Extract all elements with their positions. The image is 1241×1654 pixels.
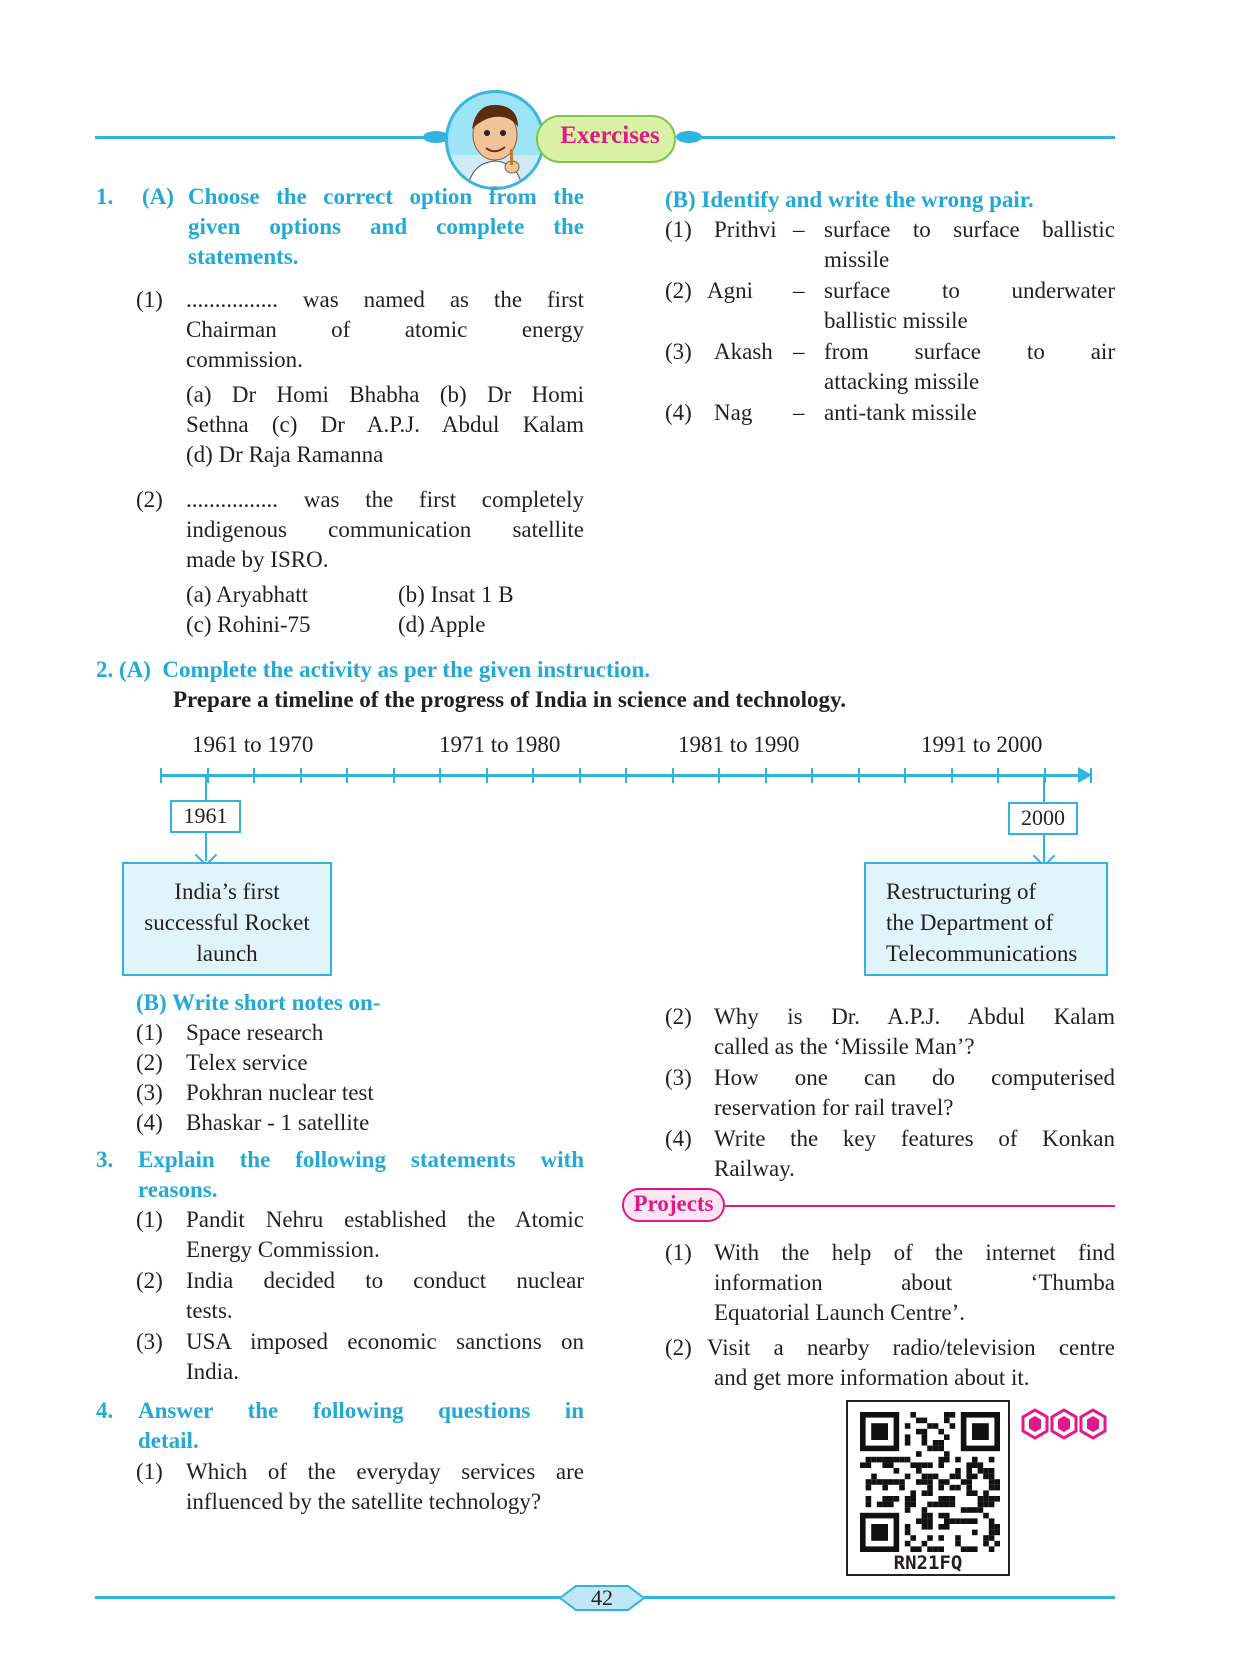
q1b-pair-1-number: (1) [665,217,692,242]
q4-item-1-line: Which of the everyday services are [186,1459,584,1484]
page-number: 42 [591,1585,613,1610]
q4-item-2-line: called as the ‘Missile Man’? [714,1034,975,1059]
header-rule-right [690,136,1115,139]
q1b-pair-2-line: ballistic missile [824,308,968,333]
qr-code-label: RN21FQ [893,1552,963,1574]
q1b-pair-3 [665,337,1115,397]
q3-heading-line2: reasons. [138,1177,218,1202]
q3-item-2-line: India decided to conduct nuclear [186,1268,584,1293]
timeline-event-right-line: Restructuring of [886,879,1037,904]
q1b-pair-4-name: Nag [714,400,753,425]
q1b-pair-2-number: (2) [665,278,692,303]
project-item-2-number: (2) [665,1335,692,1360]
q3-item-3-line: USA imposed economic sanctions on [186,1329,584,1354]
timeline-connector-right [1043,776,1045,803]
timeline-event-right-line: Telecommunications [886,941,1078,966]
q4-item-1-line: influenced by the satellite technology? [186,1489,542,1514]
q1b-pair-2-dash: – [793,278,805,303]
q1a-item-2-line: ................ was the first completely [186,487,584,512]
timeline-tick [532,768,534,783]
timeline-tick [393,768,395,783]
q4-item-2-number: (2) [665,1004,692,1029]
q4-item-3-line: How one can do computerised [714,1065,1115,1090]
q1b-pair-2-line: surface to underwater [824,278,1115,303]
q4-item-4-line: Write the key features of Konkan [714,1126,1115,1151]
q2b-heading: (B) Write short notes on- [136,990,381,1015]
q1a-item-1-option: (a) Dr Homi Bhabha (b) Dr Homi [186,382,584,407]
project-item-1-line: Equatorial Launch Centre’. [714,1300,965,1325]
project-item-2-line: and get more information about it. [714,1365,1030,1390]
q2b-item-1-text: Space research [186,1020,324,1045]
timeline-period: 1981 to 1990 [678,732,800,757]
q1a-label: (A) [142,184,174,209]
timeline-tick [811,768,813,783]
timeline-period: 1961 to 1970 [192,732,314,757]
timeline-axis [160,774,1080,777]
projects-title: Projects [633,1191,714,1216]
q1b-heading: (B) Identify and write the wrong pair. [665,187,1034,212]
q1b-pair-4-line: anti-tank missile [824,400,977,425]
timeline-connector-left [205,776,207,802]
q1b-pair-3-dash: – [793,339,805,364]
q4-heading-line1: Answer the following questions in [138,1398,584,1423]
q1a-item-1-line: commission. [186,347,303,372]
timeline-tick [486,768,488,783]
q2b-item-3-number: (3) [136,1080,163,1105]
q1b-pair-2 [665,276,1115,336]
q1b-pair-4-dash: – [793,400,805,425]
q1a-item-1-option: Sethna (c) Dr A.P.J. Abdul Kalam [186,412,584,437]
timeline-tick [718,768,720,783]
q3-item-1-line: Pandit Nehru established the Atomic [186,1207,584,1232]
q1a-heading-line1: Choose the correct option from the [188,184,584,209]
q1a-item-1-line: ................ was named as the first [186,287,584,312]
project-item-1-number: (1) [665,1240,692,1265]
q4-item-4-line: Railway. [714,1156,795,1181]
q1a-item-2-option: (a) Aryabhatt [186,582,308,607]
project-item-2-line: Visit a nearby radio/television centre [707,1335,1115,1360]
q1a-item-1 [136,285,584,485]
timeline-tick [904,768,906,783]
q1b-pair-3-number: (3) [665,339,692,364]
q1a-item-2-number: (2) [136,487,163,512]
q2b-item-2-text: Telex service [186,1050,308,1075]
timeline-tick [579,768,581,783]
timeline-tick [439,768,441,783]
q1a-item-2-option: (c) Rohini-75 [186,612,311,637]
timeline-tick [625,768,627,783]
timeline-tick [300,768,302,783]
timeline-tick [997,768,999,783]
exercises-title: Exercises [560,122,660,149]
header-rule-cap-right [676,131,702,143]
timeline-tick [346,768,348,783]
q4-item-3-number: (3) [665,1065,692,1090]
q1a-item-1-number: (1) [136,287,163,312]
projects-rule [725,1205,1115,1207]
q2b-item-2-number: (2) [136,1050,163,1075]
q1a-item-1-line: Chairman of atomic energy [186,317,584,342]
q3-heading-line1: Explain the following statements with [138,1147,584,1172]
timeline-tick [765,768,767,783]
q3-item-2-line: tests. [186,1298,233,1323]
q1b-pair-1-name: Prithvi [714,217,777,242]
q1a-heading-line2: given options and complete the [188,214,584,239]
q3-number: 3. [96,1147,114,1172]
q1b-pair-1-line: surface to surface ballistic [824,217,1115,242]
q3-item-1-number: (1) [136,1207,163,1232]
timeline-tick [253,768,255,783]
q2b-item-3-text: Pokhran nuclear test [186,1080,374,1105]
timeline-tick [672,768,674,783]
q1a-item-2-option: (d) Apple [398,612,486,637]
q2b-item-4-number: (4) [136,1110,163,1135]
q2a-heading: 2. (A) Complete the activity as per the given instruction. [96,657,651,682]
q1b-pair-3-line: from surface to air [824,339,1115,364]
hexagon-markers-icon [1020,1408,1112,1440]
q1a-heading-line3: statements. [188,244,299,269]
q1a-item-2-line: indigenous communication satellite [186,517,584,542]
q1b-pair-3-line: attacking missile [824,369,980,394]
timeline-tick [160,768,162,783]
q1b-pair-2-name: Agni [707,278,753,303]
timeline-year-right: 2000 [1008,802,1078,835]
boy-mascot-icon [445,90,545,190]
timeline-period: 1991 to 2000 [921,732,1043,757]
q1a-item-2 [136,485,584,645]
timeline-tick [858,768,860,783]
q1b-pair-1-dash: – [793,217,805,242]
q4-item-4-number: (4) [665,1126,692,1151]
q3-item-3-number: (3) [136,1329,163,1354]
header-rule-left [95,136,430,139]
timeline-event-right [864,862,1108,976]
q3-item-1-line: Energy Commission. [186,1237,380,1262]
project-item-1-line: information about ‘Thumba [714,1270,1115,1295]
q1b-pair-3-name: Akash [714,339,773,364]
qr-code-pattern [850,1404,1010,1554]
footer-rule-left [95,1596,560,1599]
timeline-event-left [122,862,332,976]
q1a-item-2-option: (b) Insat 1 B [398,582,514,607]
q1b-pair-1 [665,215,1115,275]
q1-number: 1. [96,184,114,209]
timeline-event-left-line: successful Rocket [144,910,310,935]
q4-item-3-line: reservation for rail travel? [714,1095,954,1120]
q4-number: 4. [96,1398,114,1423]
qr-code[interactable] [846,1400,1010,1576]
q1a-item-2-line: made by ISRO. [186,547,329,572]
q4-heading-line2: detail. [138,1428,199,1453]
q2b-item-1-number: (1) [136,1020,163,1045]
q1b-pair-4-number: (4) [665,400,692,425]
q1b-pair-1-line: missile [824,247,890,272]
project-item-1-line: With the help of the internet find [714,1240,1115,1265]
q3-item-3-line: India. [186,1359,240,1384]
q2b-item-4-text: Bhaskar - 1 satellite [186,1110,370,1135]
timeline-period: 1971 to 1980 [439,732,561,757]
footer-rule-right [644,1596,1115,1599]
timeline-year-left: 1961 [170,800,241,833]
timeline-event-left-line: launch [196,941,258,966]
q3-item-2-number: (2) [136,1268,163,1293]
timeline-tick [951,768,953,783]
q1a-item-1-option: (d) Dr Raja Ramanna [186,442,384,467]
timeline-tick [1090,768,1092,783]
q4-item-1-number: (1) [136,1459,163,1484]
timeline-event-left-line: India’s first [174,879,280,904]
q4-item-2-line: Why is Dr. A.P.J. Abdul Kalam [714,1004,1115,1029]
timeline-event-right-line: the Department of [886,910,1054,935]
q1b-pair-4 [665,398,1115,428]
q2a-instruction: Prepare a timeline of the progress of India in science and technology. [173,687,846,712]
